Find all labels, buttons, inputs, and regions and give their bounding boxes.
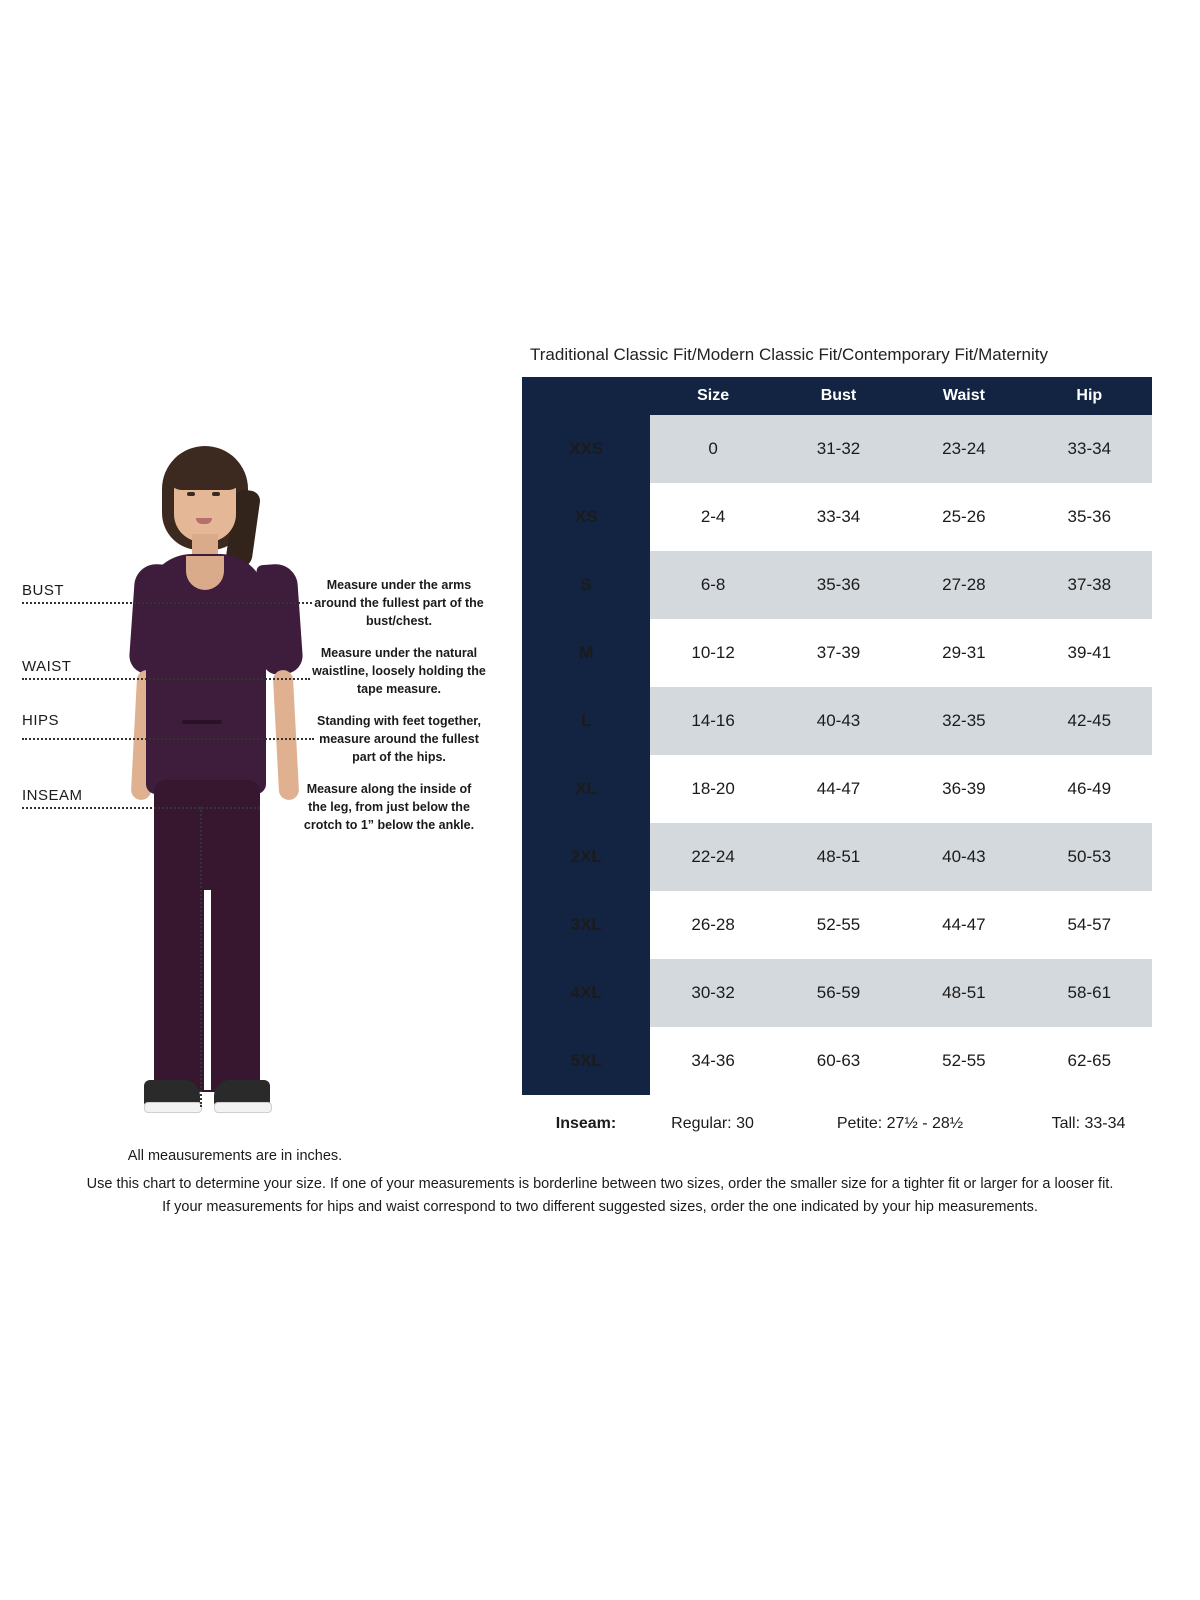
cell-size-label: XS bbox=[522, 483, 650, 551]
guide-line-inseam bbox=[22, 807, 260, 809]
guide-line-waist bbox=[22, 678, 310, 680]
cell-hip: 50-53 bbox=[1027, 823, 1152, 891]
table-row bbox=[522, 551, 1152, 619]
cell-waist: 25-26 bbox=[901, 483, 1026, 551]
inseam-tall: Tall: 33-34 bbox=[1051, 1115, 1126, 1132]
model-waist-tie bbox=[182, 720, 222, 724]
guide-line-hips bbox=[22, 738, 314, 740]
cell-waist: 48-51 bbox=[901, 959, 1026, 1027]
label-waist: WAIST bbox=[22, 658, 72, 675]
table-row bbox=[522, 687, 1152, 755]
cell-size-label: 4XL bbox=[522, 959, 650, 1027]
cell-size: 6-8 bbox=[650, 551, 775, 619]
units-note: All meausurements are in inches. bbox=[127, 1148, 343, 1164]
cell-size-label: M bbox=[522, 619, 650, 687]
table-row bbox=[522, 755, 1152, 823]
cell-bust: 37-39 bbox=[776, 619, 901, 687]
column-header-waist: Waist bbox=[901, 377, 1026, 415]
cell-hip: 35-36 bbox=[1027, 483, 1152, 551]
cell-waist: 32-35 bbox=[901, 687, 1026, 755]
cell-hip: 39-41 bbox=[1027, 619, 1152, 687]
cell-hip: 62-65 bbox=[1027, 1027, 1152, 1095]
model-sole-left bbox=[144, 1102, 202, 1113]
cell-size-label: 3XL bbox=[522, 891, 650, 959]
inseam-label: Inseam: bbox=[555, 1115, 617, 1132]
description-hips: Standing with feet together, measure around the fullest part of the hips. bbox=[317, 714, 481, 765]
cell-size: 14-16 bbox=[650, 687, 775, 755]
model-illustration bbox=[110, 420, 320, 1160]
cell-size: 30-32 bbox=[650, 959, 775, 1027]
cell-size-label: L bbox=[522, 687, 650, 755]
guide-line-bust bbox=[22, 602, 312, 604]
model-arm-right bbox=[273, 670, 300, 801]
cell-waist: 52-55 bbox=[901, 1027, 1026, 1095]
inseam-petite: Petite: 27½ - 28½ bbox=[836, 1115, 964, 1132]
model-pant-leg-gap bbox=[204, 890, 211, 1090]
chart-title: Traditional Classic Fit/Modern Classic Fit/Contemporary Fit/Maternity bbox=[530, 345, 1049, 364]
model-scrub-top bbox=[146, 554, 266, 794]
table-header-row bbox=[522, 377, 1152, 415]
description-bust: Measure under the arms around the fullest part of the bust/chest. bbox=[314, 578, 484, 629]
measurement-illustration bbox=[0, 400, 510, 1190]
inseam-regular: Regular: 30 bbox=[671, 1115, 754, 1132]
footer-line-1: Use this chart to determine your size. If one of your measurements is borderline between two sizes, order the smaller size for a tighter fit or larger for a looser fit. bbox=[86, 1176, 1114, 1192]
cell-bust: 56-59 bbox=[776, 959, 901, 1027]
size-table bbox=[522, 377, 1152, 1095]
cell-size: 0 bbox=[650, 415, 775, 483]
cell-hip: 42-45 bbox=[1027, 687, 1152, 755]
table-row bbox=[522, 619, 1152, 687]
column-header-size: Size bbox=[650, 377, 775, 415]
cell-waist: 27-28 bbox=[901, 551, 1026, 619]
inseam-row bbox=[522, 1095, 1152, 1153]
cell-hip: 33-34 bbox=[1027, 415, 1152, 483]
cell-size-label: 2XL bbox=[522, 823, 650, 891]
cell-bust: 33-34 bbox=[776, 483, 901, 551]
table-row bbox=[522, 1027, 1152, 1095]
cell-size-label: 5XL bbox=[522, 1027, 650, 1095]
cell-waist: 36-39 bbox=[901, 755, 1026, 823]
table-row bbox=[522, 483, 1152, 551]
table-row bbox=[522, 415, 1152, 483]
cell-size: 34-36 bbox=[650, 1027, 775, 1095]
cell-size-label: XL bbox=[522, 755, 650, 823]
guide-line-inseam-vertical bbox=[200, 807, 202, 1107]
label-inseam: INSEAM bbox=[22, 787, 83, 804]
table-row bbox=[522, 891, 1152, 959]
cell-bust: 40-43 bbox=[776, 687, 901, 755]
cell-size: 2-4 bbox=[650, 483, 775, 551]
model-eye-right bbox=[212, 492, 220, 496]
cell-bust: 60-63 bbox=[776, 1027, 901, 1095]
table-row bbox=[522, 959, 1152, 1027]
cell-bust: 35-36 bbox=[776, 551, 901, 619]
cell-size-label: S bbox=[522, 551, 650, 619]
column-header-hip: Hip bbox=[1027, 377, 1152, 415]
column-header-blank bbox=[522, 377, 650, 415]
cell-waist: 40-43 bbox=[901, 823, 1026, 891]
cell-bust: 44-47 bbox=[776, 755, 901, 823]
table-row bbox=[522, 823, 1152, 891]
description-inseam: Measure along the inside of the leg, from just below the crotch to 1” below the ankle. bbox=[303, 782, 475, 833]
model-eye-left bbox=[187, 492, 195, 496]
cell-bust: 48-51 bbox=[776, 823, 901, 891]
model-sole-right bbox=[214, 1102, 272, 1113]
label-bust: BUST bbox=[22, 582, 65, 599]
cell-bust: 52-55 bbox=[776, 891, 901, 959]
model-fringe bbox=[168, 450, 242, 490]
description-waist: Measure under the natural waistline, loosely holding the tape measure. bbox=[312, 646, 486, 697]
cell-size-label: XXS bbox=[522, 415, 650, 483]
cell-size: 22-24 bbox=[650, 823, 775, 891]
cell-hip: 58-61 bbox=[1027, 959, 1152, 1027]
cell-size: 26-28 bbox=[650, 891, 775, 959]
size-chart bbox=[522, 345, 1152, 1153]
footer-note bbox=[0, 1173, 1200, 1219]
cell-waist: 23-24 bbox=[901, 415, 1026, 483]
cell-bust: 31-32 bbox=[776, 415, 901, 483]
cell-waist: 29-31 bbox=[901, 619, 1026, 687]
label-hips: HIPS bbox=[22, 712, 60, 729]
column-header-bust: Bust bbox=[776, 377, 901, 415]
cell-hip: 46-49 bbox=[1027, 755, 1152, 823]
cell-size: 18-20 bbox=[650, 755, 775, 823]
cell-size: 10-12 bbox=[650, 619, 775, 687]
cell-hip: 54-57 bbox=[1027, 891, 1152, 959]
footer-line-2: If your measurements for hips and waist correspond to two different suggested sizes, order the one indicated by your hip measurements. bbox=[162, 1199, 1038, 1216]
cell-hip: 37-38 bbox=[1027, 551, 1152, 619]
cell-waist: 44-47 bbox=[901, 891, 1026, 959]
